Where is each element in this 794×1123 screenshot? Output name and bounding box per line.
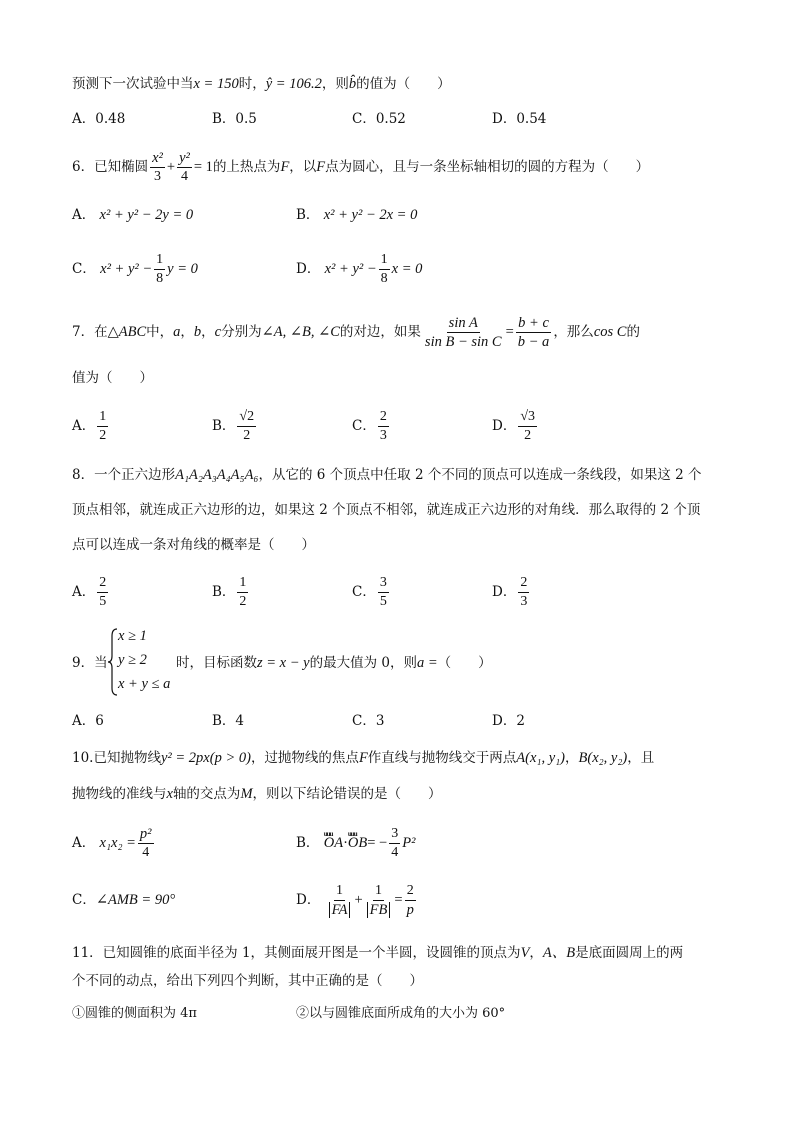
math-angles: ∠A, ∠B, ∠C [261, 324, 340, 340]
fraction [138, 826, 154, 861]
denominator: 5 [379, 594, 387, 609]
numerator: 2 [378, 409, 389, 427]
equals-minus: = − [367, 835, 388, 851]
q6-option-a [72, 205, 193, 225]
q10-text: 抛物线的准线与 [72, 786, 167, 802]
fraction [516, 315, 552, 350]
q5-text: 预测下一次试验中当 [72, 76, 194, 92]
option-math: x = 0 [391, 261, 423, 277]
q6-stem [72, 149, 649, 185]
q8-text: ，从它的 6 个顶点中任取 2 个不同的顶点可以连成一条线段，如果这 2 个 [258, 467, 702, 483]
numerator: x² [152, 150, 163, 166]
q7-stem: 7．在△ABC中，a，b，c分别为∠A, ∠B, ∠C的对边，如果 $\frac{\text{sin A}}{\text{sin B − sin C}}$ = $\frac{b + c}{b - a}$ ，那么cos C的 [72, 315, 640, 350]
fraction [327, 883, 353, 918]
q5-option-d: D．0.54 [492, 111, 547, 127]
q9-stem [176, 653, 492, 673]
denominator: 3 [379, 428, 387, 443]
option-label: B． [296, 207, 320, 223]
math-a-eq: a = [416, 655, 438, 671]
q8-stem-line1 [72, 465, 702, 485]
numerator: 2 [518, 575, 529, 593]
vector-OA: uuu OA [324, 823, 343, 863]
fraction [237, 409, 256, 444]
fraction [378, 409, 389, 444]
math-x: x [166, 786, 173, 802]
q10-option-c [72, 890, 175, 910]
q5-option-b: B．0.5 [212, 111, 257, 127]
q5-option-c: C．0.52 [352, 111, 406, 127]
equals: = [394, 892, 403, 908]
constraint-3: x + y ≤ a [118, 676, 171, 692]
denominator: FB [367, 902, 391, 918]
q10-text: ，则以下结论错误的是（ ） [252, 786, 442, 802]
denominator: 2 [239, 594, 247, 609]
denominator: 2 [524, 428, 532, 443]
option-math: y = 0 [167, 261, 198, 277]
option-math: x₁x₂ = [99, 835, 136, 851]
math-cosC: cos C [593, 324, 627, 340]
q8-option-d [492, 572, 531, 612]
q9-option-a: A．6 [72, 713, 104, 729]
option-label: B． [212, 584, 236, 600]
q6-option-b [296, 205, 417, 225]
fraction [154, 252, 165, 287]
denominator: 3 [520, 594, 528, 609]
numerator: 1 [154, 252, 165, 270]
fraction [150, 150, 165, 185]
option-label: C． [72, 892, 96, 908]
constraint-1: x ≥ 1 [118, 628, 147, 644]
q8-option-c [352, 572, 391, 612]
denominator: 8 [380, 271, 388, 286]
option-math: x² + y² − [324, 261, 377, 277]
option-label: A． [72, 835, 96, 851]
q5-text: 的值为（ ） [356, 76, 451, 92]
option-label: B． [296, 835, 320, 851]
q7-option-d [492, 406, 539, 446]
denominator: 2 [99, 428, 107, 443]
q7-option-a [72, 406, 110, 446]
numerator: 1 [237, 575, 248, 593]
option-label: C． [352, 418, 376, 434]
q9-text: 的最大值为 0，则 [309, 655, 417, 671]
option-label: D． [492, 418, 517, 434]
q7-stem-line2: 值为（ ） [72, 370, 153, 386]
fraction [518, 409, 537, 444]
q7-text: 的 [626, 324, 640, 340]
equals: = [505, 324, 514, 340]
math-F: F [316, 159, 326, 175]
denominator: b − a [517, 334, 550, 350]
plus-sign: + [166, 159, 176, 175]
q6-text: ，以 [289, 159, 317, 175]
math-b: b [193, 324, 202, 340]
option-math: ∠AMB = 90° [95, 892, 176, 908]
numerator: y² [179, 150, 190, 166]
fraction [389, 826, 400, 861]
q10-text: 作直线与抛物线交于两点 [367, 750, 517, 766]
math-F: F [280, 159, 290, 175]
q6-text: 的上热点为 [212, 159, 281, 175]
option-label: D． [296, 892, 321, 908]
left-brace-icon [108, 628, 118, 696]
denominator: sin B − sin C [424, 334, 502, 350]
option-label: C． [72, 261, 96, 277]
fraction [379, 252, 390, 287]
q7-option-c [352, 406, 391, 446]
q11-text: 是底面圆周上的两 [575, 945, 684, 961]
math-M: M [240, 786, 253, 802]
fraction [97, 409, 108, 444]
math-V: V [520, 945, 530, 961]
q6-option-c [72, 251, 198, 287]
denominator: FA [329, 902, 351, 918]
denominator: 3 [153, 169, 161, 184]
q6-text: 点为圆心，且与一条坐标轴相切的圆的方程为（ ） [325, 159, 650, 175]
q10-text: ， [565, 750, 579, 766]
numerator: 1 [334, 883, 345, 901]
fraction [177, 150, 192, 185]
fraction [423, 315, 504, 350]
math-objective: z = x − y [257, 655, 310, 671]
option-math: P² [402, 835, 416, 851]
q10-stem-line2 [72, 784, 442, 804]
q6-option-d [296, 251, 422, 287]
numerator: b + c [518, 315, 549, 331]
q10-text: ，且 [627, 750, 655, 766]
q8-stem-line3: 点可以连成一条对角线的概率是（ ） [72, 537, 315, 553]
math-parabola: y² = 2px(p > 0) [160, 750, 251, 766]
option-label: A． [72, 584, 96, 600]
denominator: 4 [142, 845, 150, 860]
q6-text: 6．已知椭圆 [72, 159, 149, 175]
q7-text: 中， [146, 324, 174, 340]
numerator: 1 [379, 252, 390, 270]
math-c: c [214, 324, 222, 340]
numerator: √2 [237, 409, 256, 427]
q10-text: 10.已知抛物线 [72, 750, 161, 766]
option-label: C． [352, 584, 376, 600]
constraint-2: y ≥ 2 [118, 652, 147, 668]
fraction [365, 883, 393, 918]
option-math: x² + y² − [100, 261, 153, 277]
numerator: 2 [405, 883, 416, 901]
q5-option-a: A．0.48 [72, 111, 126, 127]
numerator: 2 [97, 575, 108, 593]
fraction [237, 575, 248, 610]
math-yhat-eq: ŷ = 106.2 [265, 76, 322, 92]
q10-option-a [72, 823, 156, 863]
q9-option-b: B．4 [212, 713, 245, 729]
q8-stem-line2: 顶点相邻，就连成正六边形的边，如果这 2 个顶点不相邻，就连成正六边形的对角线．那么取得的 2 个顶 [72, 502, 701, 518]
q11-stem-line1 [72, 943, 683, 963]
q10-text: 轴的交点为 [172, 786, 241, 802]
fraction [518, 575, 529, 610]
q11-text: ， [529, 945, 543, 961]
denominator: 4 [180, 169, 188, 184]
q8-option-b [212, 572, 250, 612]
option-label: A． [72, 418, 96, 434]
dot-operator: · [343, 835, 348, 851]
numerator: 1 [97, 409, 108, 427]
q11-text: 11．已知圆锥的底面半径为 1，其侧面展开图是一个半圆，设圆锥的顶点为 [72, 945, 521, 961]
fraction [378, 575, 389, 610]
numerator: √3 [518, 409, 537, 427]
vector-OB: uuu OB [348, 823, 367, 863]
option-math: x² + y² − 2y = 0 [99, 207, 194, 223]
numerator: 3 [378, 575, 389, 593]
math-bhat: b̂ [348, 76, 357, 92]
denominator: 5 [99, 594, 107, 609]
numerator: sin A [448, 315, 478, 331]
denominator: p [406, 902, 414, 918]
q8-option-a [72, 572, 110, 612]
option-label: A． [72, 207, 96, 223]
q11-stem-line2: 个不同的动点，给出下列四个判断，其中正确的是（ ） [72, 973, 423, 989]
equals-one: = 1 [193, 159, 213, 175]
q11-statement-2: ②以与圆锥底面所成角的大小为 60° [296, 1006, 506, 1021]
option-math: x² + y² − 2x = 0 [323, 207, 418, 223]
q9-option-c: C．3 [352, 713, 385, 729]
q10-option-b [296, 823, 415, 863]
q5-text: 时， [238, 76, 266, 92]
numerator: p² [139, 826, 152, 842]
q9-text: （ ） [437, 655, 492, 671]
numerator: 1 [373, 883, 384, 901]
math-point-B: B(x₂, y₂) [578, 750, 628, 766]
q7-text: 分别为 [221, 324, 262, 340]
denominator: 4 [391, 845, 399, 860]
math-a: a [173, 324, 181, 340]
q11-statement-1: ①圆锥的侧面积为 4π [72, 1006, 197, 1021]
option-label: D． [492, 584, 517, 600]
q9-option-d: D．2 [492, 713, 525, 729]
numerator: 3 [389, 826, 400, 844]
q10-text: ，过抛物线的焦点 [250, 750, 359, 766]
q7-option-b [212, 406, 258, 446]
q10-option-d [296, 880, 418, 920]
q7-text: ，那么 [553, 324, 594, 340]
math-x-eq: x = 150 [193, 76, 239, 92]
option-label: D． [296, 261, 321, 277]
q10-stem-line1 [72, 748, 654, 768]
fraction [97, 575, 108, 610]
plus-sign: + [354, 892, 363, 908]
math-F: F [358, 750, 368, 766]
q5-tail-line [72, 74, 451, 94]
q7-text: 的对边，如果 [339, 324, 421, 340]
q8-text: 8．一个正六边形 [72, 467, 176, 483]
math-triangle: △ABC [107, 324, 147, 340]
q5-text: ，则 [321, 76, 349, 92]
math-point-A: A(x₁, y₁) [516, 750, 566, 766]
denominator: 8 [156, 271, 164, 286]
q9-prefix: 9．当 [72, 655, 108, 671]
math-hexagon: A₁A₂A₃A₄A₅A₆ [175, 467, 259, 483]
fraction [405, 883, 416, 918]
q9-text: 时，目标函数 [176, 655, 257, 671]
math-AB: A、B [542, 945, 576, 961]
q7-text: 7．在 [72, 324, 108, 340]
option-label: B． [212, 418, 236, 434]
denominator: 2 [243, 428, 251, 443]
